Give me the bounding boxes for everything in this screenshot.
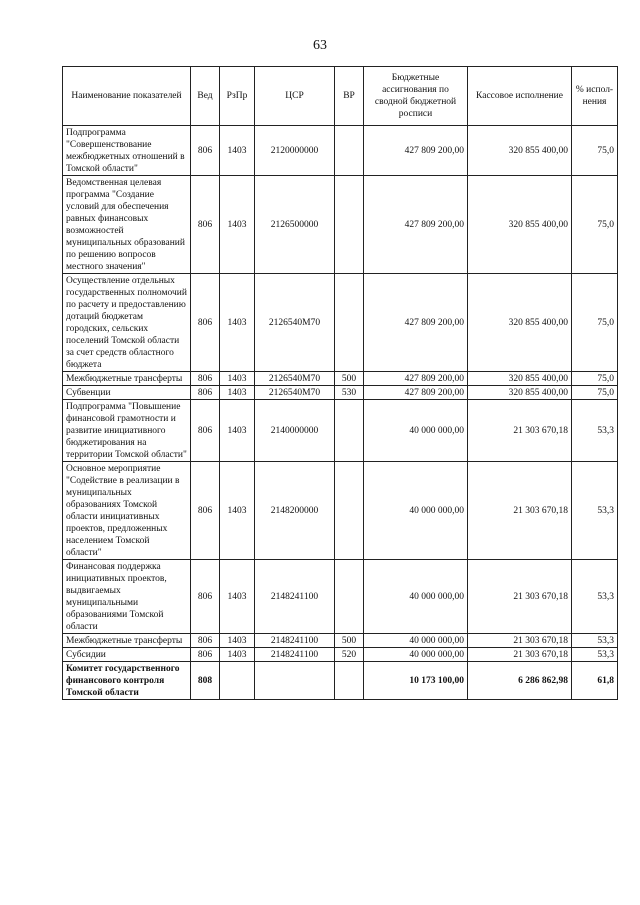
cell-csr: 2126540М70: [255, 372, 335, 386]
cell-csr: 2126540М70: [255, 274, 335, 372]
cell-csr: 2120000000: [255, 126, 335, 176]
cell-cash: 21 303 670,18: [468, 560, 572, 634]
cell-percent: 61,8: [572, 662, 618, 700]
cell-percent: 53,3: [572, 560, 618, 634]
header-vr: ВР: [335, 67, 364, 126]
cell-vr: [335, 274, 364, 372]
cell-cash: 320 855 400,00: [468, 176, 572, 274]
cell-rzpr: 1403: [220, 372, 255, 386]
cell-rzpr: 1403: [220, 126, 255, 176]
cell-cash: 320 855 400,00: [468, 274, 572, 372]
cell-rzpr: 1403: [220, 462, 255, 560]
cell-percent: 53,3: [572, 648, 618, 662]
table-row: [63, 648, 618, 662]
cell-vr: [335, 662, 364, 700]
cell-vr: 520: [335, 648, 364, 662]
cell-rzpr: 1403: [220, 274, 255, 372]
cell-vr: 530: [335, 386, 364, 400]
cell-percent: 75,0: [572, 386, 618, 400]
cell-cash: 21 303 670,18: [468, 648, 572, 662]
cell-rzpr: 1403: [220, 634, 255, 648]
cell-csr: 2148241100: [255, 648, 335, 662]
cell-ved: 808: [191, 662, 220, 700]
cell-csr: 2126500000: [255, 176, 335, 274]
cell-name: Комитет государственного финансового контроля Томской области: [63, 662, 191, 700]
cell-ved: 806: [191, 560, 220, 634]
cell-name: Субсидии: [63, 648, 191, 662]
cell-csr: 2140000000: [255, 400, 335, 462]
cell-budget: 40 000 000,00: [364, 462, 468, 560]
cell-rzpr: [220, 662, 255, 700]
cell-name: Межбюджетные трансферты: [63, 372, 191, 386]
table-row: [63, 462, 618, 560]
cell-csr: 2126540М70: [255, 386, 335, 400]
cell-rzpr: 1403: [220, 176, 255, 274]
cell-vr: [335, 126, 364, 176]
cell-csr: 2148241100: [255, 560, 335, 634]
cell-percent: 75,0: [572, 274, 618, 372]
budget-table: [62, 66, 618, 700]
cell-ved: 806: [191, 648, 220, 662]
table-row: [63, 372, 618, 386]
cell-ved: 806: [191, 634, 220, 648]
header-budget: Бюджетные ассигнования по сводной бюджетной росписи: [364, 67, 468, 126]
cell-budget: 40 000 000,00: [364, 560, 468, 634]
cell-rzpr: 1403: [220, 648, 255, 662]
cell-percent: 75,0: [572, 176, 618, 274]
cell-ved: 806: [191, 126, 220, 176]
cell-percent: 53,3: [572, 400, 618, 462]
page-number: 63: [313, 38, 327, 53]
header-ved: Вед: [191, 67, 220, 126]
cell-name: Осуществление отдельных государственных полномочий по расчету и предоставлению дотаций бюджетам городских, сельских поселений Томской области за счет средств областного бюджета: [63, 274, 191, 372]
cell-csr: [255, 662, 335, 700]
header-percent: % испол-нения: [572, 67, 618, 126]
cell-ved: 806: [191, 400, 220, 462]
cell-budget: 40 000 000,00: [364, 648, 468, 662]
table-row: [63, 634, 618, 648]
cell-cash: 320 855 400,00: [468, 386, 572, 400]
table-row: [63, 274, 618, 372]
cell-vr: 500: [335, 372, 364, 386]
header-row: [63, 67, 618, 126]
cell-rzpr: 1403: [220, 386, 255, 400]
table-row-total: [63, 662, 618, 700]
table-row: [63, 400, 618, 462]
cell-ved: 806: [191, 176, 220, 274]
cell-rzpr: 1403: [220, 560, 255, 634]
cell-name: Субвенции: [63, 386, 191, 400]
cell-cash: 320 855 400,00: [468, 126, 572, 176]
cell-budget: 427 809 200,00: [364, 372, 468, 386]
cell-vr: [335, 462, 364, 560]
cell-ved: 806: [191, 386, 220, 400]
header-rzpr: РзПр: [220, 67, 255, 126]
cell-cash: 21 303 670,18: [468, 462, 572, 560]
table-row: [63, 176, 618, 274]
cell-budget: 427 809 200,00: [364, 274, 468, 372]
cell-budget: 10 173 100,00: [364, 662, 468, 700]
header-name: Наименование показателей: [63, 67, 191, 126]
table-row: [63, 560, 618, 634]
cell-ved: 806: [191, 274, 220, 372]
cell-percent: 75,0: [572, 126, 618, 176]
cell-budget: 427 809 200,00: [364, 176, 468, 274]
cell-budget: 427 809 200,00: [364, 386, 468, 400]
cell-name: Подпрограмма "Совершенствование межбюджетных отношений в Томской области": [63, 126, 191, 176]
table-row: [63, 386, 618, 400]
cell-vr: [335, 176, 364, 274]
cell-vr: [335, 560, 364, 634]
cell-name: Финансовая поддержка инициативных проектов, выдвигаемых муниципальными образованиями Томской области: [63, 560, 191, 634]
cell-percent: 75,0: [572, 372, 618, 386]
cell-vr: [335, 400, 364, 462]
cell-percent: 53,3: [572, 462, 618, 560]
cell-percent: 53,3: [572, 634, 618, 648]
cell-cash: 320 855 400,00: [468, 372, 572, 386]
cell-csr: 2148200000: [255, 462, 335, 560]
cell-name: Подпрограмма "Повышение финансовой грамотности и развитие инициативного бюджетирования на территории Томской области": [63, 400, 191, 462]
cell-budget: 40 000 000,00: [364, 400, 468, 462]
cell-ved: 806: [191, 462, 220, 560]
header-cash: Кассовое исполнение: [468, 67, 572, 126]
table-row: [63, 126, 618, 176]
cell-rzpr: 1403: [220, 400, 255, 462]
cell-vr: 500: [335, 634, 364, 648]
cell-ved: 806: [191, 372, 220, 386]
cell-budget: 40 000 000,00: [364, 634, 468, 648]
header-csr: ЦСР: [255, 67, 335, 126]
cell-budget: 427 809 200,00: [364, 126, 468, 176]
cell-cash: 21 303 670,18: [468, 634, 572, 648]
cell-name: Основное мероприятие "Содействие в реализации в муниципальных образованиях Томской области инициативных проектов, предложенных населением Томской области": [63, 462, 191, 560]
cell-cash: 6 286 862,98: [468, 662, 572, 700]
cell-name: Ведомственная целевая программа "Создание условий для обеспечения равных финансовых возможностей муниципальных образований по решению вопросов местного значения": [63, 176, 191, 274]
cell-name: Межбюджетные трансферты: [63, 634, 191, 648]
cell-csr: 2148241100: [255, 634, 335, 648]
cell-cash: 21 303 670,18: [468, 400, 572, 462]
